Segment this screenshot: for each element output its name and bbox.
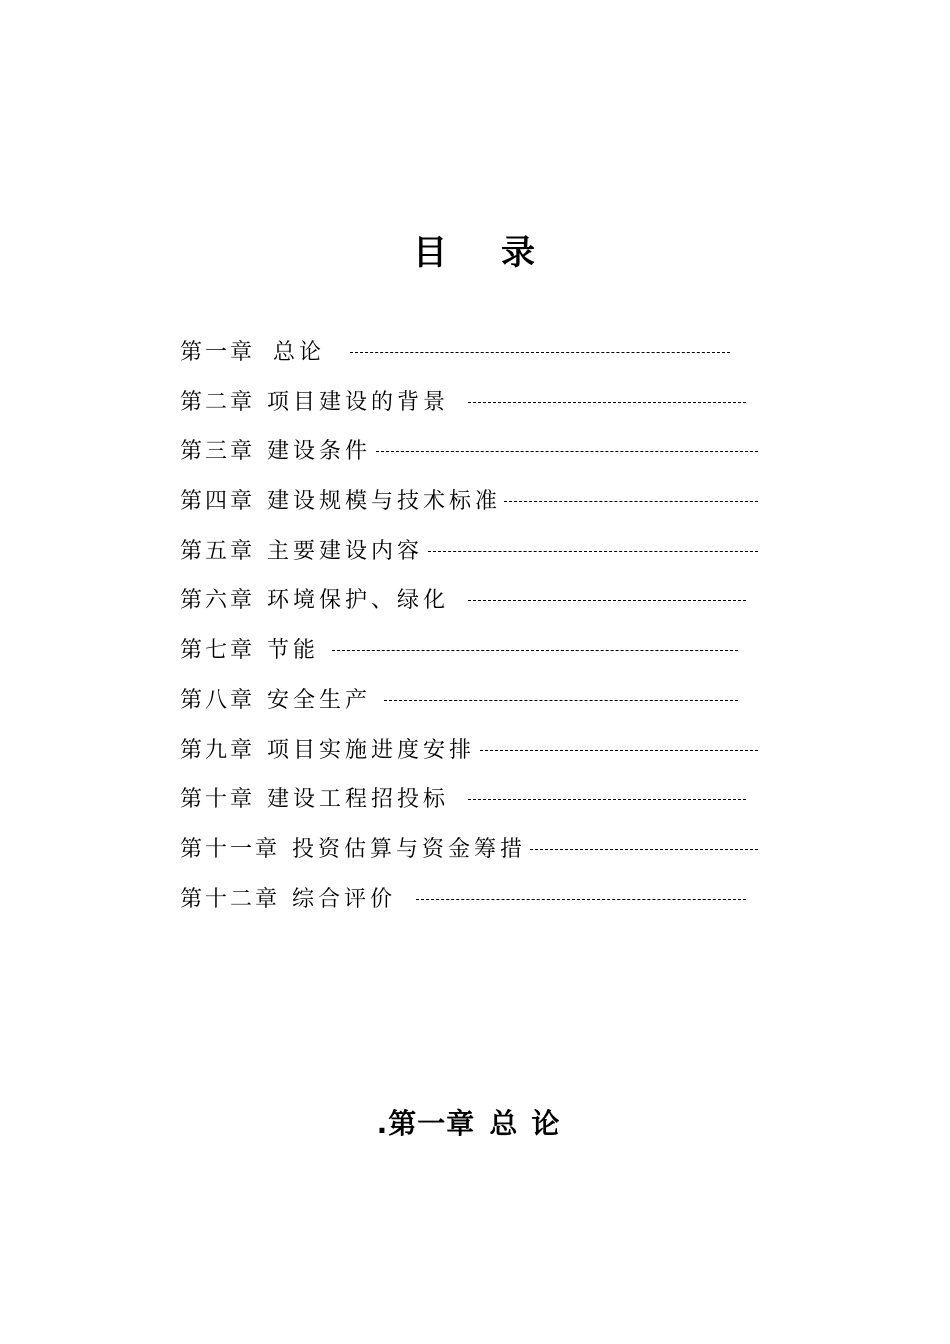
toc-chapter-title: 投资估算与资金筹措 [292,836,527,862]
toc-chapter-number: 第十一章 [180,836,281,862]
toc-chapter-number: 第六章 [180,588,256,614]
toc-leader-dots [416,899,746,900]
toc-chapter-title: 综合评价 [292,886,397,912]
toc-leader-dots [504,501,758,502]
toc-leader-dots [468,600,746,601]
toc-leader-dots [480,750,758,751]
toc-leader-dots [530,849,758,850]
table-of-contents [180,330,780,926]
toc-chapter-title: 环境保护、绿化 [267,588,450,614]
toc-item[interactable] [180,728,780,778]
toc-item[interactable] [180,578,780,628]
toc-title-char-1: 目 [413,233,449,273]
toc-chapter-title: 建设规模与技术标准 [267,489,502,515]
toc-leader-dots [332,650,738,651]
toc-chapter-number: 第十章 [180,787,256,813]
toc-title-char-2: 录 [501,233,537,273]
toc-item[interactable] [180,479,780,529]
toc-item[interactable] [180,877,780,927]
toc-chapter-title: 主要建设内容 [267,538,424,564]
toc-item[interactable] [180,380,780,430]
toc-chapter-title: 项目实施进度安排 [267,737,476,763]
toc-chapter-number: 第五章 [180,538,256,564]
toc-title [0,228,950,278]
chapter-heading-title: 总论 [489,1107,574,1140]
toc-item[interactable] [180,330,780,380]
toc-item[interactable] [180,827,780,877]
toc-chapter-title: 总论 [273,340,326,365]
toc-item[interactable] [180,529,780,579]
toc-chapter-number: 第四章 [180,489,256,515]
toc-chapter-number: 第十二章 [180,886,281,912]
toc-item[interactable] [180,628,780,678]
toc-item[interactable] [180,777,780,827]
toc-leader-dots [384,700,738,701]
toc-chapter-title: 建设工程招投标 [267,787,450,813]
chapter-heading [0,1100,950,1148]
toc-chapter-number: 第八章 [180,687,256,713]
toc-chapter-number: 第一章 [180,340,256,365]
toc-chapter-number: 第二章 [180,389,256,415]
toc-chapter-title: 安全生产 [267,687,372,713]
toc-leader-dots [428,551,758,552]
toc-chapter-number: 第三章 [180,439,256,465]
toc-leader-dots [468,402,746,403]
toc-chapter-number: 第七章 [180,638,256,664]
toc-leader-dots [350,352,730,353]
toc-item[interactable] [180,429,780,479]
toc-chapter-title: 节能 [267,638,320,664]
toc-item[interactable] [180,678,780,728]
toc-chapter-title: 项目建设的背景 [267,389,450,415]
chapter-heading-number: .第一章 [376,1107,476,1140]
toc-leader-dots [376,451,758,452]
toc-leader-dots [468,799,746,800]
toc-chapter-title: 建设条件 [267,439,372,465]
toc-chapter-number: 第九章 [180,737,256,763]
